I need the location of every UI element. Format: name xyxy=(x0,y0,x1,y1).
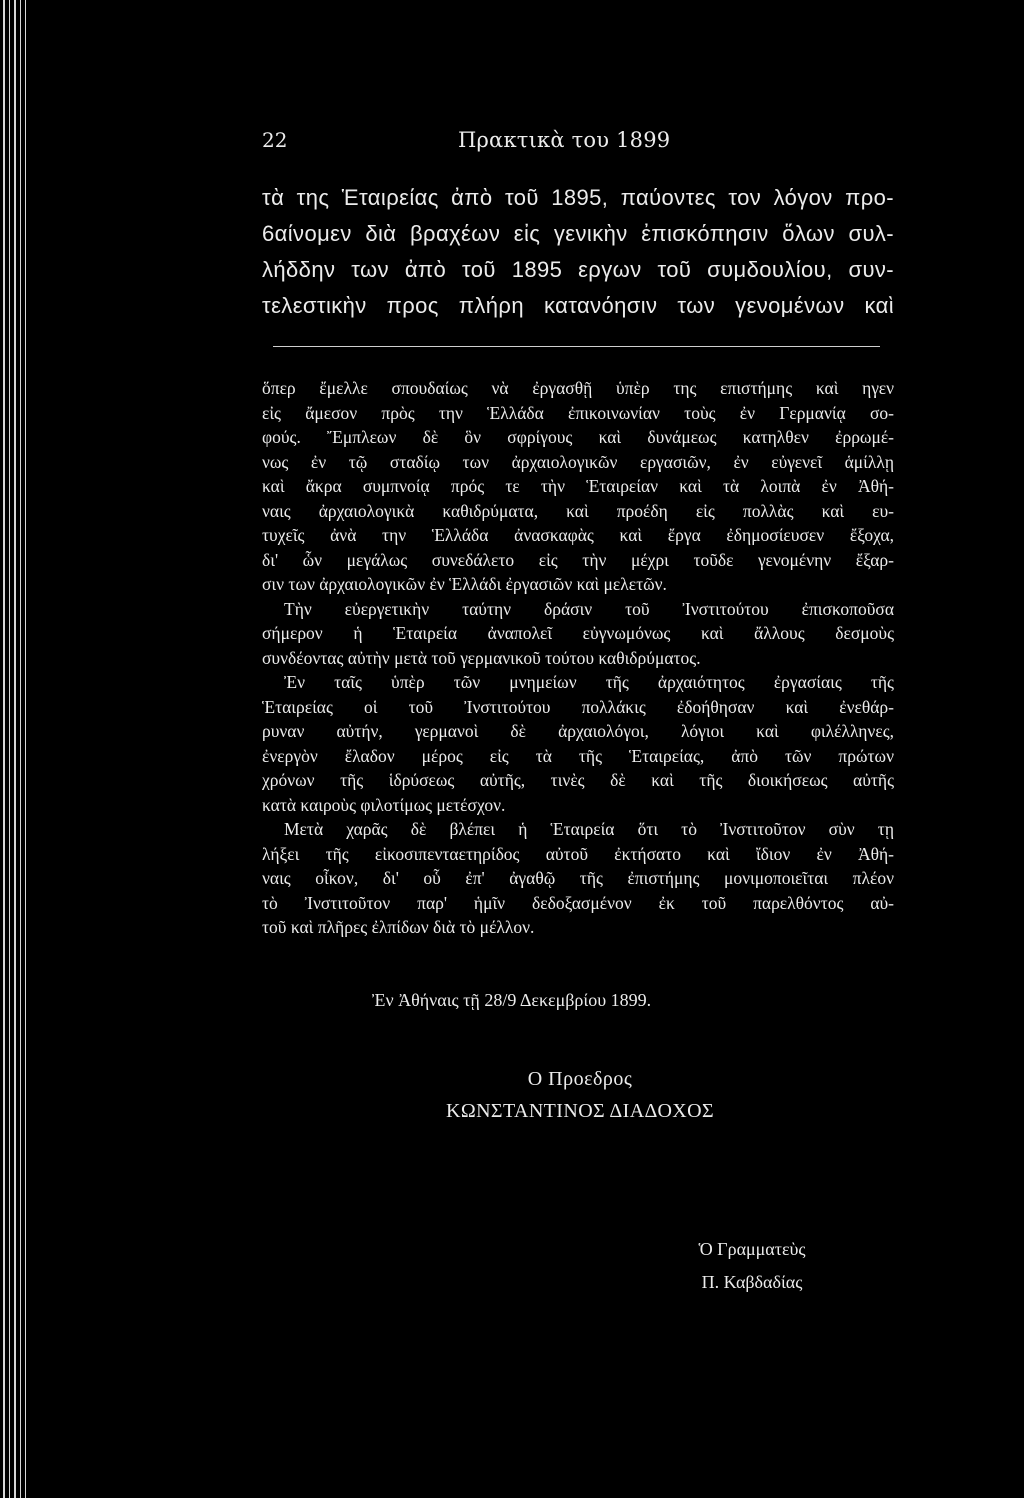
body-line: δι' ὧν μεγάλως συνεδάλετο εἰς τὴν μέχρι τοῦδε γενομένην ἔξαρ- xyxy=(262,549,894,570)
body-line: Ἑταιρείας οἱ τοῦ Ἰνστιτούτου πολλάκις ἐδοήθησαν καὶ ἐνεθάρ- xyxy=(262,696,894,717)
president-title: Ο Προεδρος xyxy=(527,1068,633,1090)
page-number: 22 xyxy=(262,128,288,152)
body-line: ὅπερ ἔμελλε σπουδαίως νὰ ἐργασθῇ ὑπὲρ της επιστήμης καὶ ηγεν xyxy=(262,378,894,398)
body-line: φούς. Ἔμπλεων δὲ ὃν σφρίγους καὶ δυνάμεως κατηλθεν ἐρρωμέ- xyxy=(262,427,894,447)
president-name: ΚΩΝΣΤΑΝΤΙΝΟΣ ΔΙΑΔΟΧΟΣ xyxy=(445,1100,715,1122)
body-line: ναις ἀρχαιολογικὰ καθιδρύματα, καὶ προέδη εἰς πολλὰς καὶ ευ- xyxy=(262,500,894,521)
body-line: τοῦ καὶ πλῆρες ἐλπίδων διὰ τὸ μέλλον. xyxy=(262,917,535,937)
secretary-signature xyxy=(652,1234,852,1300)
secretary-title: Ὁ Γραμματεὺς xyxy=(698,1239,806,1259)
body-line: νως ἐν τῷ σταδίῳ των ἀρχαιολογικῶν εργασιῶν, ἐν εὐγενεῖ ἁμίλλῃ xyxy=(262,451,894,472)
top-paragraph xyxy=(262,180,894,324)
body-line: χρόνων τῆς ἱδρύσεως αὐτῆς, τινὲς δὲ καὶ τῆς διοικήσεως αὐτῆς xyxy=(262,770,894,790)
top-paragraph-line: τὰ της Ἑταιρείας ἀπὸ τοῦ 1895, παύοντες τον λόγον προ- xyxy=(262,185,894,210)
body-text xyxy=(262,376,894,940)
page-binding-edge xyxy=(0,0,30,1498)
signature-place-date: Ἐν Ἀθήναις τῇ 28/9 Δεκεμβρίου 1899. xyxy=(372,990,652,1010)
body-line: τυχεῖς ἀνὰ την Ἑλλάδα ἀνασκαφὰς καὶ ἔργα ἐδημοσίευσεν ἔξοχα, xyxy=(262,525,894,545)
president-signature xyxy=(400,1064,760,1128)
body-line: ρυναν αὐτήν, γερμανοὶ δὲ ἀρχαιολόγοι, λόγιοι καὶ φιλέλληνες, xyxy=(262,721,894,741)
top-paragraph-line: τελεστικὴν προς πλήρη κατανόησιν των γενομένων καὶ xyxy=(262,293,894,318)
body-line: εἰς ἄμεσον πρὸς την Ἑλλάδα ἐπικοινωνίαν τοὺς ἐν Γερμανίᾳ σο- xyxy=(262,402,894,423)
body-line: καὶ ἄκρα συμπνοίᾳ πρός τε τὴν Ἑταιρείαν καὶ τὰ λοιπὰ ἐν Ἀθή- xyxy=(262,476,894,496)
body-line: σήμερον ἡ Ἑταιρεία ἀναπολεῖ εὐγνωμόνως καὶ ἄλλους δεσμοὺς xyxy=(262,623,894,643)
body-line: συνδέοντας αὐτὴν μετὰ τοῦ γερμανικοῦ τούτου καθιδρύματος. xyxy=(262,647,701,668)
body-line: τὸ Ἰνστιτοῦτον παρ' ἡμῖν δεδοξασμένον ἐκ τοῦ παρελθόντος αὐ- xyxy=(262,892,894,913)
top-paragraph-line: λήδδην των ἀπὸ τοῦ 1895 εργων τοῦ συμδουλίου, συν- xyxy=(262,257,894,282)
body-line: ἐνεργὸν ἔλαδον μέρος εἰς τὰ τῆς Ἑταιρείας, ἀπὸ τῶν πρώτων xyxy=(262,745,894,766)
body-line: Ἐν ταῖς ὑπὲρ τῶν μνημείων τῆς ἀρχαιότητος ἐργασίαις τῆς xyxy=(284,672,894,692)
top-paragraph-line: 6αίνομεν διὰ βραχέων εἰς γενικὴν ἐπισκόπησιν ὅλων συλ- xyxy=(262,221,894,246)
body-line: λήξει τῆς εἰκοσιπενταετηρίδος αὐτοῦ ἐκτήσατο καὶ ἴδιον ἐν Ἀθή- xyxy=(262,843,894,864)
body-line: Τὴν εὐεργετικὴν ταύτην δράσιν τοῦ Ἰνστιτούτου ἐπισκοποῦσα xyxy=(284,598,894,619)
page-header xyxy=(262,128,682,160)
secretary-name: Π. Καβδαδίας xyxy=(701,1272,803,1292)
running-title: Πρακτικὰ του 1899 xyxy=(458,128,671,152)
section-divider xyxy=(273,346,880,347)
body-line: σιν των ἀρχαιολογικῶν ἐν Ἑλλάδι ἐργασιῶν καὶ μελετῶν. xyxy=(262,574,667,594)
body-line: κατὰ καιροὺς φιλοτίμως μετέσχον. xyxy=(262,794,506,815)
body-line: Μετὰ χαρᾶς δὲ βλέπει ἡ Ἑταιρεία ὅτι τὸ Ἰνστιτοῦτον σὺν τῃ xyxy=(284,819,894,839)
body-line: ναις οἶκον, δι' οὗ ἐπ' ἀγαθῷ τῆς ἐπιστήμης μονιμοποιεῖται πλέον xyxy=(262,868,894,888)
